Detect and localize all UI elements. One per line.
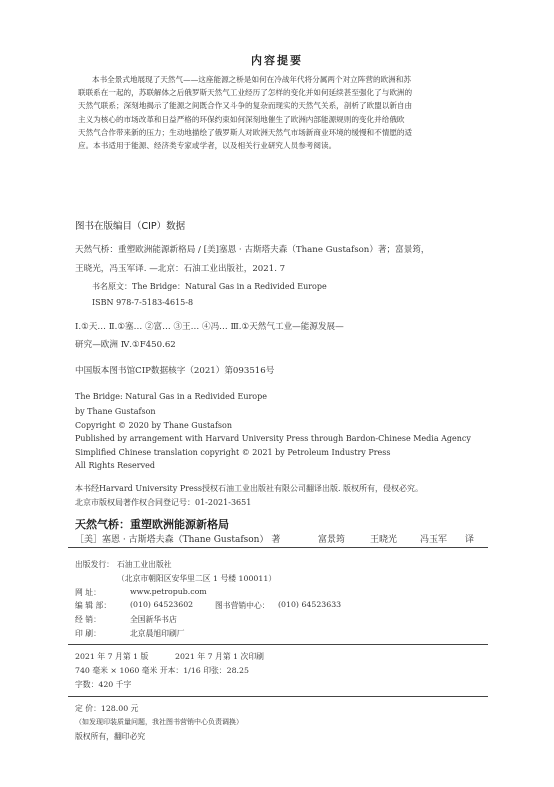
- original-line: by Thane Gustafson: [75, 407, 156, 416]
- sales-label: 图书营销中心：: [215, 601, 270, 610]
- original-line: All Rights Reserved: [75, 461, 155, 470]
- format: 740 毫米 × 1060 毫米 开本：1/16 印张：28.25: [75, 666, 249, 675]
- quality-note: （如发现印装质量问题，我社图书营销中心负责调换）: [75, 718, 243, 726]
- editorial-phone: (010) 64523602: [130, 600, 194, 609]
- license-line: 本书经Harvard University Press授权石油工业出版社有限公司翻译出版. 版权所有，侵权必究。: [75, 484, 424, 493]
- publisher-label: 出版发行：: [75, 560, 114, 569]
- cip-line: 王晓光，冯玉军译. —北京：石油工业出版社，2021. 7: [75, 264, 286, 274]
- divider: [68, 547, 488, 548]
- printer-label: 印 刷：: [75, 629, 101, 638]
- cip-heading: 图书在版编目（CIP）数据: [75, 221, 186, 232]
- rights-notice: 版权所有，翻印必究: [75, 732, 146, 741]
- price: 定 价：128.00 元: [75, 704, 139, 713]
- cip-original-title: 书名原文：The Bridge：Natural Gas in a Redivided Europe: [92, 282, 327, 291]
- translator: 王晓光: [370, 535, 398, 545]
- summary-line: 本书全景式地展现了天然气——这座能源之桥是如何在冷战年代将分属两个对立阵营的欧洲和苏: [92, 75, 411, 84]
- printing: 2021 年 7 月第 1 次印刷: [175, 652, 264, 661]
- summary-line: 天然气合作带来新的压力；生动地描绘了俄罗斯人对欧洲天然气市场新商业环境的缓慢和不情愿的适: [78, 127, 413, 137]
- cip-classification: 研究—欧洲 Ⅳ.①F450.62: [75, 340, 176, 350]
- book-title: 天然气桥：重塑欧洲能源新格局: [75, 518, 229, 531]
- printer: 北京晨旭印刷厂: [130, 629, 185, 638]
- word-count: 字数：420 千字: [75, 680, 132, 689]
- distributor: 全国新华书店: [130, 615, 177, 624]
- original-line: The Bridge: Natural Gas in a Redivided Europe: [75, 392, 267, 401]
- editorial-label: 编 辑 部：: [75, 601, 112, 610]
- cip-classification: Ⅰ.①天… Ⅱ.①塞… ②富… ③王… ④冯… Ⅲ.①天然气工业—能源发展—: [75, 322, 344, 332]
- translate-label: 译: [465, 535, 475, 545]
- summary-line: 应。本书适用于能源、经济类专家或学者，以及相关行业研究人员参考阅读。: [78, 141, 337, 151]
- cip-line: 天然气桥：重塑欧洲能源新格局 / [美]塞恩 · 古斯塔夫森（Thane Gustafson）著；富景筠，: [75, 245, 430, 255]
- summary-line: 联联系在一起的，苏联解体之后俄罗斯天然气工业经历了怎样的变化并如何延续甚至强化了与欧洲的: [78, 88, 413, 98]
- sales-phone: (010) 64523633: [278, 600, 342, 609]
- divider: [68, 696, 488, 697]
- summary-paragraph: [78, 73, 478, 152]
- edition: 2021 年 7 月第 1 版: [75, 652, 149, 661]
- divider: [68, 644, 488, 645]
- website: www.petropub.com: [130, 587, 207, 596]
- website-label: 网 址：: [75, 588, 101, 597]
- publisher-address: （北京市朝阳区安华里二区 1 号楼 100011）: [117, 574, 277, 583]
- original-line: Simplified Chinese translation copyright © 2021 by Petroleum Industry Press: [75, 448, 391, 457]
- copyright-registration: 北京市版权局著作权合同登记号：01-2021-3651: [75, 498, 252, 507]
- translator: 冯玉军: [420, 535, 448, 545]
- publisher: 石油工业出版社: [117, 560, 172, 569]
- summary-line: 主义为核心的市场改革和日益严格的环保约束如何深刻地催生了欧洲内部能源规则的变化并给俄欧: [78, 114, 405, 124]
- summary-line: 天然气联系；深刻地揭示了能源之间既合作又斗争的复杂而现实的天然气关系，剖析了欧盟以新自由: [78, 101, 413, 111]
- cip-isbn: ISBN 978-7-5183-4615-8: [92, 298, 194, 307]
- cip-record: 中国版本图书馆CIP数据核字（2021）第093516号: [75, 366, 275, 376]
- original-line: Copyright © 2020 by Thane Gustafson: [75, 421, 232, 430]
- translator: 富景筠: [318, 535, 346, 545]
- book-author: ［美］塞恩 · 古斯塔夫森（Thane Gustafson） 著: [75, 535, 281, 545]
- distributor-label: 经 销：: [75, 615, 101, 624]
- original-line: Published by arrangement with Harvard University Press through Bardon-Chinese Media Agency: [75, 434, 471, 443]
- summary-title: 内容提要: [251, 54, 303, 67]
